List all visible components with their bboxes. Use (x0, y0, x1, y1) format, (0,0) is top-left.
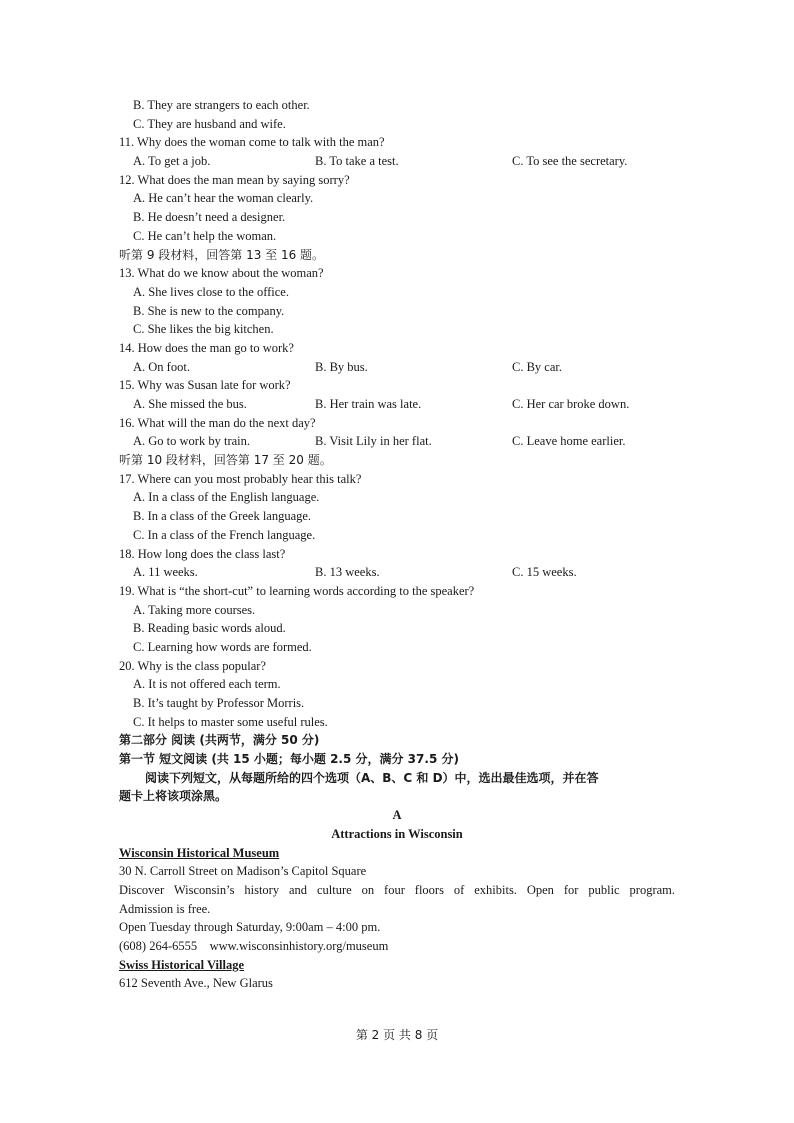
answer-option: C. She likes the big kitchen. (133, 322, 274, 337)
answer-option: A. She missed the bus. (133, 397, 247, 411)
attraction-contact: (608) 264-6555 www.wisconsinhistory.org/museum (119, 938, 389, 953)
attraction-description-end: Admission is free. (119, 901, 211, 916)
answer-option: A. In a class of the English language. (133, 490, 320, 505)
answer-option: C. He can’t help the woman. (133, 228, 277, 243)
answer-option: A. It is not offered each term. (133, 677, 281, 692)
question-text: 16. What will the man do the next day? (119, 415, 316, 430)
answer-option: A. He can’t hear the woman clearly. (133, 191, 314, 206)
attraction-name: Wisconsin Historical Museum (119, 845, 280, 860)
section-instruction: 听第 10 段材料，回答第 17 至 20 题。 (119, 453, 332, 468)
answer-option: A. 11 weeks. (133, 565, 198, 580)
answer-option: C. 15 weeks. (512, 565, 577, 580)
answer-option: C. Leave home earlier. (512, 434, 626, 449)
reading-instruction-line-1: 阅读下列短文，从每题所给的四个选项（A、B、C 和 D）中，选出最佳选项，并在答 (145, 770, 599, 785)
attraction-name: Swiss Historical Village (119, 957, 244, 972)
question-text: 20. Why is the class popular? (119, 658, 266, 673)
answer-option: C. In a class of the French language. (133, 527, 316, 542)
attraction-hours: Open Tuesday through Saturday, 9:00am – 4:00 pm. (119, 920, 381, 935)
answer-option: C. Learning how words are formed. (133, 639, 312, 654)
answer-option: B. She is new to the company. (133, 303, 285, 318)
answer-option: B. In a class of the Greek language. (133, 509, 312, 524)
question-text: 11. Why does the woman come to talk with the man? (119, 135, 385, 150)
section-one-title: 第一节 短文阅读 (共 15 小题；每小题 2.5 分，满分 37.5 分) (119, 752, 459, 767)
reading-instruction-line-2: 题卡上将该项涂黑。 (119, 789, 228, 804)
answer-option: B. Visit Lily in her flat. (315, 434, 432, 449)
answer-option: B. Her train was late. (315, 397, 422, 411)
answer-option: A. She lives close to the office. (133, 284, 289, 299)
answer-option: B. They are strangers to each other. (133, 98, 310, 112)
answer-option: A. Go to work by train. (133, 434, 250, 449)
attraction-description: Discover Wisconsin’s history and culture on four floors of exhibits. Open for public program. (119, 882, 675, 897)
answer-option: C. They are husband and wife. (133, 116, 286, 131)
attraction-address: 612 Seventh Ave., New Glarus (119, 976, 273, 991)
answer-option: A. Taking more courses. (133, 602, 256, 617)
answer-option: A. On foot. (133, 359, 190, 374)
passage-letter: A (392, 808, 402, 823)
answer-option: B. 13 weeks. (315, 565, 380, 580)
question-text: 12. What does the man mean by saying sorry? (119, 172, 350, 187)
answer-option: C. To see the secretary. (512, 154, 628, 169)
question-text: 18. How long does the class last? (119, 546, 286, 561)
answer-option: C. Her car broke down. (512, 397, 630, 411)
page-content (119, 96, 675, 993)
section-instruction: 听第 9 段材料，回答第 13 至 16 题。 (119, 247, 325, 262)
question-text: 17. Where can you most probably hear this talk? (119, 471, 362, 486)
option-row (119, 432, 675, 451)
question-text: 19. What is “the short-cut” to learning words according to the speaker? (119, 583, 475, 598)
answer-option: B. Reading basic words aloud. (133, 621, 286, 636)
question-text: 15. Why was Susan late for work? (119, 378, 291, 393)
part-two-title: 第二部分 阅读 (共两节，满分 50 分) (119, 733, 320, 748)
answer-option: C. By car. (512, 359, 562, 374)
attraction-address: 30 N. Carroll Street on Madison’s Capitol Square (119, 864, 367, 879)
option-row (119, 395, 675, 414)
question-text: 13. What do we know about the woman? (119, 266, 324, 281)
answer-option: B. He doesn’t need a designer. (133, 210, 286, 225)
option-row (119, 563, 675, 582)
passage-title: Attractions in Wisconsin (331, 826, 463, 841)
option-row (119, 152, 675, 171)
option-row (119, 358, 675, 377)
answer-option: A. To get a job. (133, 154, 211, 169)
answer-option: C. It helps to master some useful rules. (133, 714, 328, 729)
page-footer: 第 2 页 共 8 页 (355, 1028, 439, 1042)
answer-option: B. It’s taught by Professor Morris. (133, 696, 305, 710)
listening-questions (119, 96, 675, 731)
answer-option: B. To take a test. (315, 154, 399, 169)
question-text: 14. How does the man go to work? (119, 340, 294, 355)
answer-option: B. By bus. (315, 359, 368, 374)
